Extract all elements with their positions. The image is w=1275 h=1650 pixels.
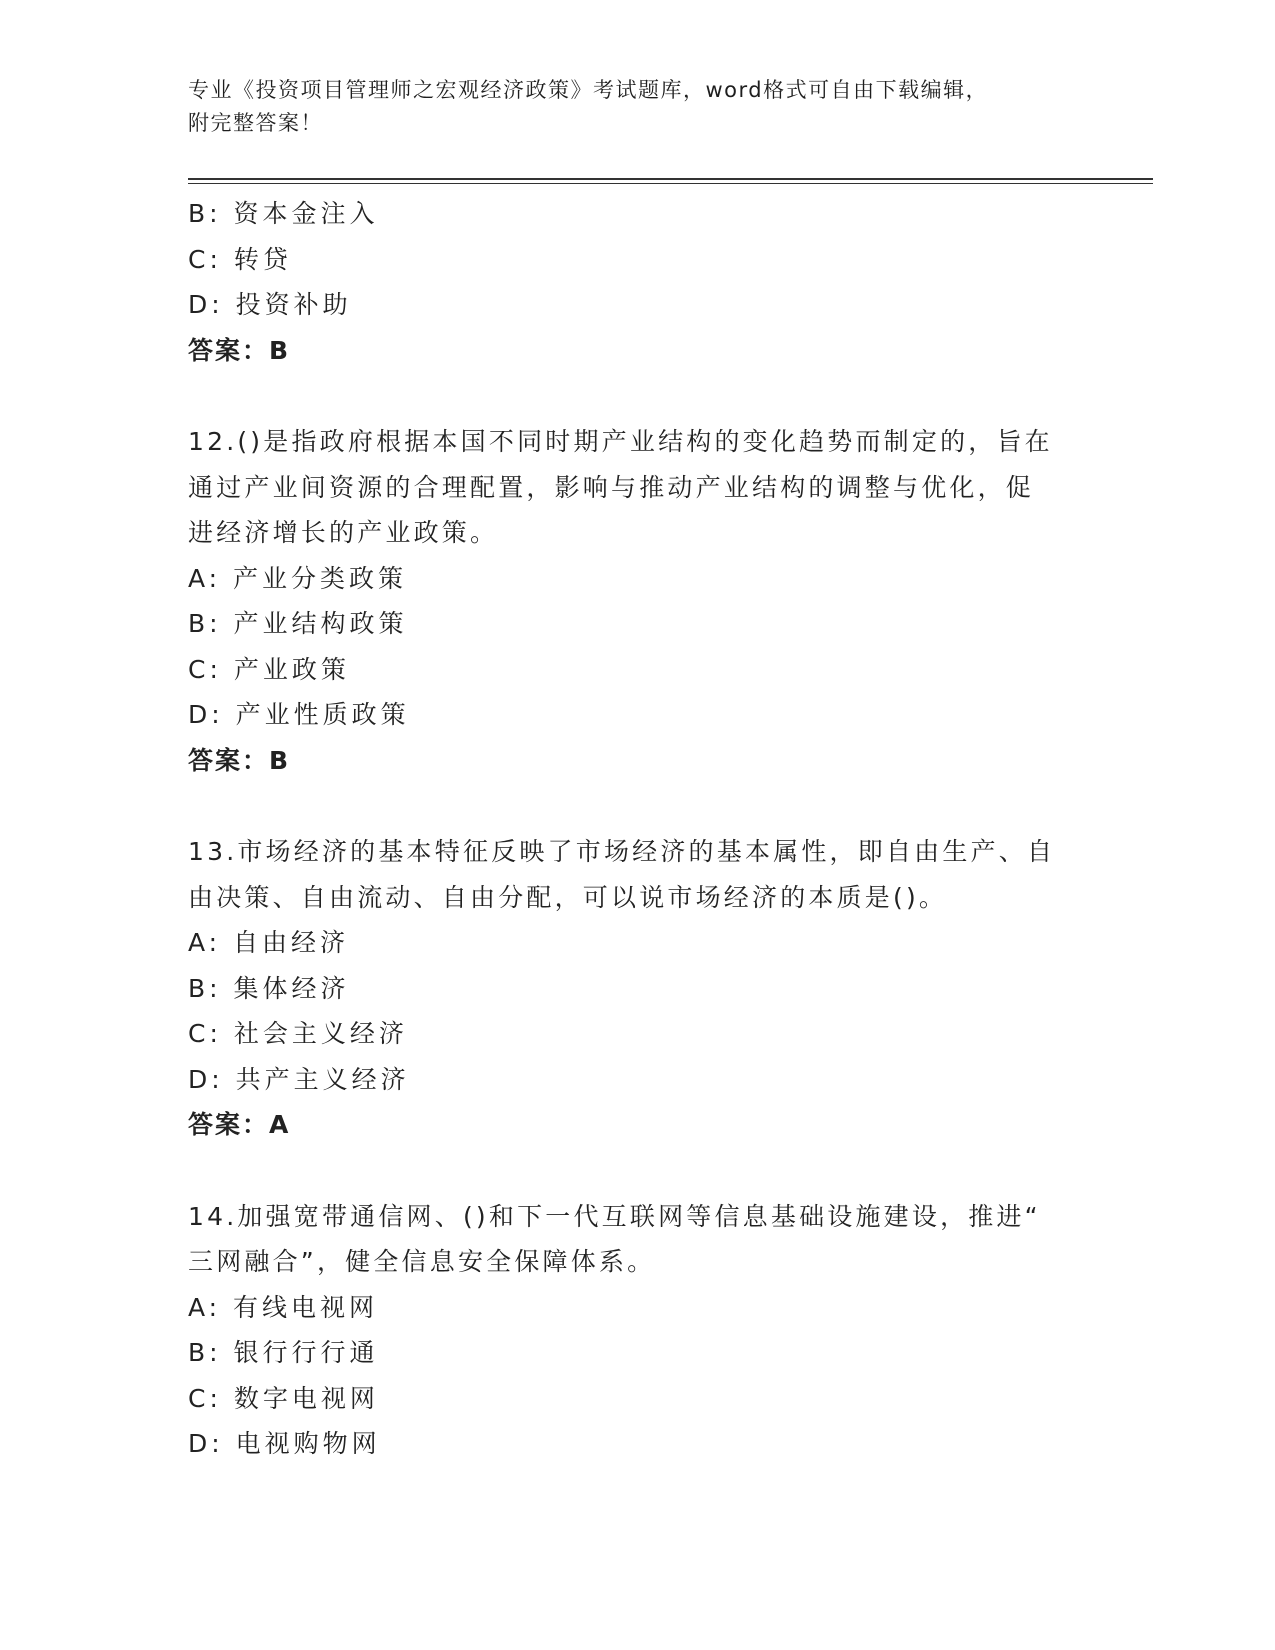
header-divider <box>188 178 1153 180</box>
option-b: B: 集体经济 <box>188 973 350 1003</box>
question-line: 通过产业间资源的合理配置，影响与推动产业结构的调整与优化，促 <box>188 472 1035 502</box>
question-13 <box>188 829 1088 1148</box>
document-header <box>188 74 1088 140</box>
question-line: 14.加强宽带通信网、()和下一代互联网等信息基础设施建设，推进“ <box>188 1201 1041 1231</box>
answer: 答案：B <box>188 745 291 775</box>
option-c: C: 产业政策 <box>188 654 350 684</box>
option-a: A: 有线电视网 <box>188 1292 379 1322</box>
header-line-1: 专业《投资项目管理师之宏观经济政策》考试题库，word格式可自由下载编辑， <box>188 78 989 102</box>
option-a: A: 产业分类政策 <box>188 563 408 593</box>
question-line: 12.()是指政府根据本国不同时期产业结构的变化趋势而制定的，旨在 <box>188 427 1053 456</box>
question-text <box>188 829 1088 920</box>
question-line: 三网融合”，健全信息安全保障体系。 <box>188 1247 656 1276</box>
question-line: 13.市场经济的基本特征反映了市场经济的基本属性，即自由生产、自 <box>188 837 1056 866</box>
question-14 <box>188 1194 1088 1467</box>
question-12 <box>188 419 1088 783</box>
option-d: D: 投资补助 <box>188 290 352 319</box>
question-text <box>188 419 1088 556</box>
header-line-2: 附完整答案！ <box>188 111 323 135</box>
question-text <box>188 1194 1088 1285</box>
option-b: B: 产业结构政策 <box>188 609 408 638</box>
question-line: 由决策、自由流动、自由分配，可以说市场经济的本质是()。 <box>188 882 948 912</box>
answer: 答案：A <box>188 1110 291 1139</box>
header-divider-thin <box>188 183 1153 184</box>
question-11-tail <box>188 191 1088 373</box>
option-a: A: 自由经济 <box>188 928 350 957</box>
option-d: D: 电视购物网 <box>188 1429 381 1458</box>
question-list <box>188 191 1088 1467</box>
option-c: C: 数字电视网 <box>188 1383 379 1413</box>
question-line: 进经济增长的产业政策。 <box>188 518 499 547</box>
option-c: C: 转贷 <box>188 244 292 274</box>
option-b: B: 银行行行通 <box>188 1338 379 1367</box>
option-d: D: 产业性质政策 <box>188 700 410 729</box>
option-d: D: 共产主义经济 <box>188 1064 410 1094</box>
option-c: C: 社会主义经济 <box>188 1019 408 1048</box>
answer: 答案：B <box>188 335 291 365</box>
option-b: B: 资本金注入 <box>188 199 379 228</box>
